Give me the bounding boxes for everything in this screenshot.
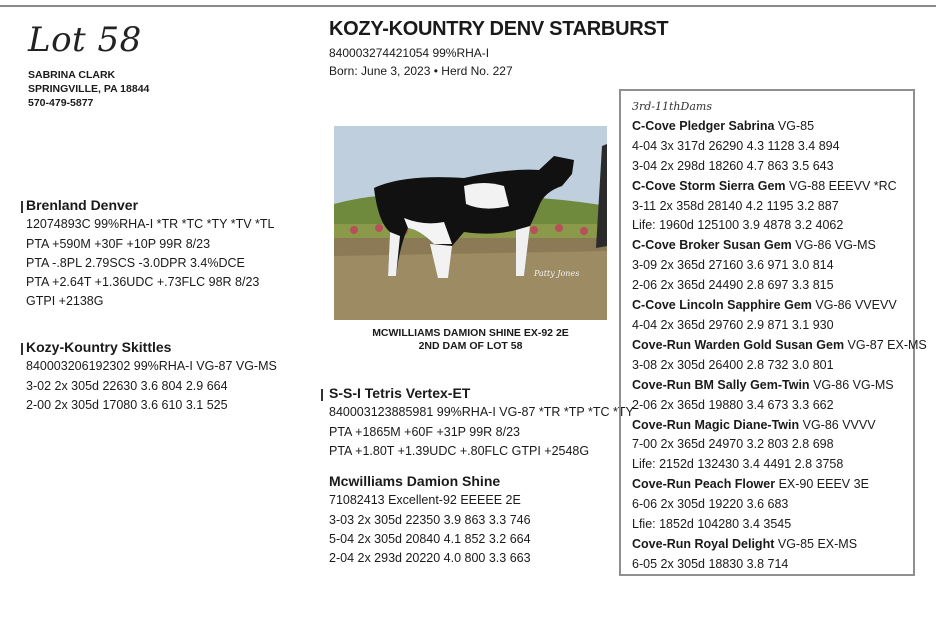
second-dam-name: Mcwilliams Damion Shine: [329, 473, 501, 489]
dam-entry-title: C-Cove Pledger Sabrina: [632, 118, 775, 133]
mgs-line: PTA +1.80T +1.39UDC +.80FLC GTPI +2548G: [329, 443, 590, 458]
second-dam-line: 3-03 2x 305d 22350 3.9 863 3.3 746: [329, 512, 531, 527]
lot-number: Lot 58: [28, 20, 142, 60]
dam-record: 3-08 2x 305d 26400 2.8 732 3.0 801: [632, 357, 834, 372]
dam-entry-name: [632, 535, 927, 555]
dam-entry-title: C-Cove Storm Sierra Gem: [632, 178, 786, 193]
dam-marker: [21, 343, 23, 355]
dam-entry-title: C-Cove Lincoln Sapphire Gem: [632, 298, 812, 313]
photographer-signature: Patty Jones: [534, 269, 580, 278]
dam-record: 2-06 2x 365d 19880 3.4 673 3.3 662: [632, 397, 834, 412]
dam-record: 3-11 2x 358d 28140 4.2 1195 3.2 887: [632, 198, 839, 213]
dam-record: 6-05 2x 305d 18830 3.8 714: [632, 556, 789, 571]
dam-record: 4-04 2x 365d 29760 2.9 871 3.1 930: [632, 317, 834, 332]
second-dam-line: 71082413 Excellent-92 EEEEE 2E: [329, 493, 521, 508]
sire-line: PTA +590M +30F +10P 99R 8/23: [26, 236, 211, 251]
sire-section: [26, 196, 274, 312]
dam-record: 2-06 2x 365d 24490 2.8 697 3.3 815: [632, 278, 834, 293]
dam-entry-title: C-Cove Broker Susan Gem: [632, 238, 792, 253]
sire-line: PTA -.8PL 2.79SCS -3.0DPR 3.4%DCE: [26, 255, 245, 270]
consignor-name: SABRINA CLARK: [28, 69, 116, 81]
dam-record: 4-04 3x 317d 26290 4.3 1128 3.4 894: [632, 138, 840, 153]
dam-section: [26, 338, 277, 415]
dam-entry-class: VG-85 EX-MS: [777, 536, 858, 551]
mgs-line: PTA +1865M +60F +31P 99R 8/23: [329, 424, 520, 439]
sire-name: Brenland Denver: [26, 197, 139, 213]
dam-entry-name: [632, 117, 927, 137]
dams-box: [619, 89, 927, 576]
caption-line-2: 2ND DAM OF LOT 58: [418, 340, 523, 352]
consignor-info: [28, 68, 149, 110]
dam-entry-title: Cove-Run Royal Delight: [632, 536, 775, 551]
dam-entry-class: VG-86 VG-MS: [795, 238, 876, 253]
mgs-section: [329, 384, 634, 461]
animal-name: KOZY-KOUNTRY DENV STARBURST: [329, 18, 669, 40]
dam-record: Lfie: 1852d 104280 3.4 3545: [632, 517, 792, 532]
animal-details: [329, 44, 513, 80]
dam-record: Life: 1960d 125100 3.9 4878 3.2 4062: [632, 218, 844, 233]
dam-entry-name: [632, 236, 927, 256]
second-dam-line: 2-04 2x 293d 20220 4.0 800 3.3 663: [329, 551, 531, 566]
photo-caption: [334, 327, 607, 353]
dam-entry-name: [632, 475, 927, 495]
sire-marker: [21, 201, 23, 213]
dam-entry-name: [632, 177, 927, 197]
animal-born: Born: June 3, 2023 • Herd No. 227: [329, 64, 513, 78]
cow-photo: [334, 126, 607, 320]
sire-line: GTPI +2138G: [26, 294, 104, 309]
dam-record: Life: 2152d 132430 3.4 4491 2.8 3758: [632, 457, 844, 472]
animal-id: 840003274421054 99%RHA-I: [329, 46, 490, 60]
second-dam-line: 5-04 2x 305d 20840 4.1 852 3.2 664: [329, 531, 531, 546]
second-dam-section: [329, 472, 531, 568]
dam-entry-name: [632, 336, 927, 356]
dam-line: 3-02 2x 305d 22630 3.6 804 2.9 664: [26, 378, 228, 393]
consignor-address: SPRINGVILLE, PA 18844: [28, 83, 150, 95]
dam-entry-class: VG-86 VVVV: [802, 417, 876, 432]
dam-entry-name: [632, 376, 927, 396]
dam-line: 840003206192302 99%RHA-I VG-87 VG-MS: [26, 359, 277, 374]
mgs-line: 840003123885981 99%RHA-I VG-87 *TR *TP *TC *TY: [329, 405, 634, 420]
dam-entry-title: Cove-Run BM Sally Gem-Twin: [632, 377, 810, 392]
mgs-marker: [321, 389, 323, 401]
dams-heading: 3rd-11thDams: [632, 100, 712, 113]
dam-record: 3-04 2x 298d 18260 4.7 863 3.5 643: [632, 158, 834, 173]
dam-entry-class: VG-86 VG-MS: [813, 377, 894, 392]
dam-entry-title: Cove-Run Warden Gold Susan Gem: [632, 337, 845, 352]
dam-entry-class: EX-90 EEEV 3E: [778, 477, 869, 492]
top-rule: [0, 5, 936, 7]
dam-entry-title: Cove-Run Peach Flower: [632, 477, 776, 492]
dam-record: 6-06 2x 305d 19220 3.6 683: [632, 497, 789, 512]
dam-entry-title: Cove-Run Magic Diane-Twin: [632, 417, 800, 432]
dam-entry-class: VG-86 VVEVV: [815, 298, 897, 313]
mgs-name: S-S-I Tetris Vertex-ET: [329, 385, 471, 401]
dam-entry-name: [632, 296, 927, 316]
dam-entry-class: VG-87 EX-MS: [847, 337, 927, 352]
sire-line: 12074893C 99%RHA-I *TR *TC *TY *TV *TL: [26, 217, 275, 232]
dam-line: 2-00 2x 305d 17080 3.6 610 3.1 525: [26, 397, 228, 412]
dam-entry-name: [632, 416, 927, 436]
dam-record: 3-09 2x 365d 27160 3.6 971 3.0 814: [632, 258, 834, 273]
dam-name: Kozy-Kountry Skittles: [26, 339, 172, 355]
sire-line: PTA +2.64T +1.36UDC +.73FLC 98R 8/23: [26, 275, 260, 290]
dam-entry-class: VG-85: [777, 118, 815, 133]
dam-entry-class: VG-88 EEEVV *RC: [789, 178, 897, 193]
caption-line-1: MCWILLIAMS DAMION SHINE EX-92 2E: [372, 327, 569, 339]
consignor-phone: 570-479-5877: [28, 97, 94, 109]
cow-illustration: [334, 126, 607, 320]
dam-record: 7-00 2x 365d 24970 3.2 803 2.8 698: [632, 437, 834, 452]
